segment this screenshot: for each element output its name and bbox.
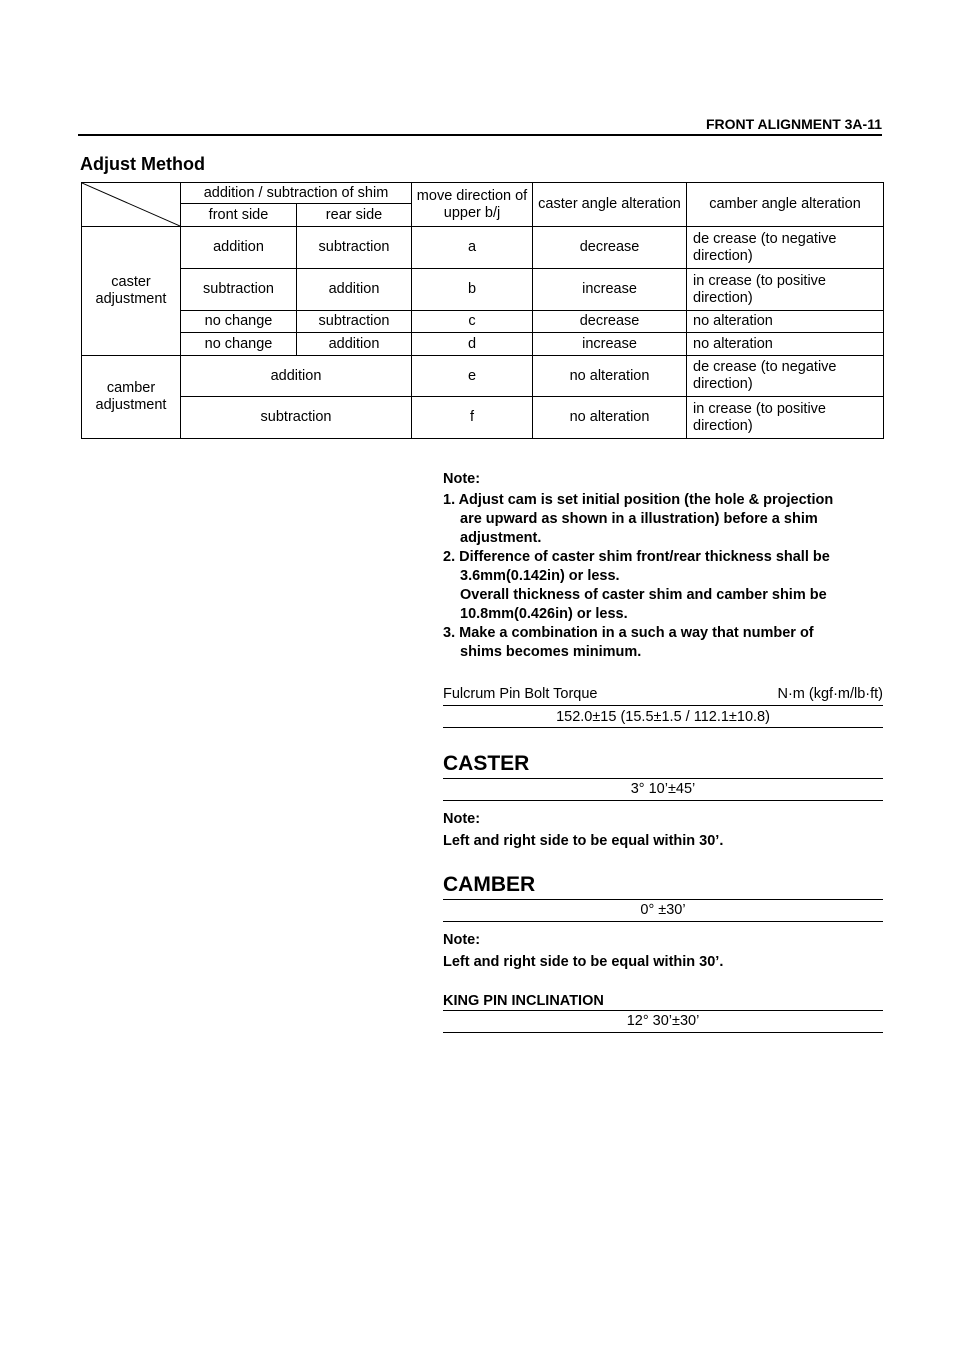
camber-section xyxy=(443,873,883,972)
note-text: 2. Difference of caster shim front/rear thickness shall be xyxy=(443,549,830,565)
note-item-2 xyxy=(443,548,883,624)
caster-value: 3° 10’±45’ xyxy=(443,778,883,801)
camber-note-text: Left and right side to be equal within 30’. xyxy=(443,954,724,970)
note-text: shims becomes minimum. xyxy=(460,644,642,660)
note-item-3 xyxy=(443,624,883,662)
note-label: Note: xyxy=(443,471,481,487)
table-cell: subtraction xyxy=(297,311,412,333)
table-cell: decrease xyxy=(533,311,687,333)
table-cell: increase xyxy=(533,269,687,311)
note-text: are upward as shown in a illustration) before a shim xyxy=(460,511,818,527)
caster-adjustment-label: caster adjustment xyxy=(82,227,181,356)
header-camber-alteration: camber angle alteration xyxy=(687,183,884,227)
table-cell: b xyxy=(412,269,533,311)
table-cell: no alteration xyxy=(687,333,884,356)
table-cell: in crease (to positive direction) xyxy=(687,397,884,439)
table-cell: c xyxy=(412,311,533,333)
torque-spec xyxy=(443,686,883,728)
table-cell: e xyxy=(412,356,533,397)
table-cell: no alteration xyxy=(687,311,884,333)
table-cell: increase xyxy=(533,333,687,356)
table-cell: no alteration xyxy=(533,356,687,397)
page-header-title: FRONT ALIGNMENT 3A-11 xyxy=(705,116,882,132)
camber-note-label: Note: xyxy=(443,932,481,948)
table-row xyxy=(82,333,884,356)
table-row xyxy=(82,397,884,439)
camber-adjustment-label: camber adjustment xyxy=(82,356,181,439)
table-cell: subtraction xyxy=(181,269,297,311)
header-front-side: front side xyxy=(181,204,297,227)
table-row xyxy=(82,227,884,269)
note-text: 3. Make a combination in a such a way that number of xyxy=(443,625,814,641)
king-pin-section xyxy=(443,993,883,1033)
header-shim: addition / subtraction of shim xyxy=(181,183,412,204)
table-cell: subtraction xyxy=(181,397,412,439)
camber-value: 0° ±30’ xyxy=(443,899,883,922)
camber-title: CAMBER xyxy=(443,873,536,896)
torque-unit: N·m (kgf·m/lb·ft) xyxy=(777,686,883,702)
table-cell: in crease (to positive direction) xyxy=(687,269,884,311)
section-title: Adjust Method xyxy=(80,154,205,174)
table-cell: de crease (to negative direction) xyxy=(687,356,884,397)
note-text: adjustment. xyxy=(460,530,542,546)
caster-note-text: Left and right side to be equal within 30’. xyxy=(443,833,724,849)
table-cell: addition xyxy=(181,227,297,269)
torque-value: 152.0±15 (15.5±1.5 / 112.1±10.8) xyxy=(443,706,883,728)
table-cell: no alteration xyxy=(533,397,687,439)
note-text: 3.6mm(0.142in) or less. xyxy=(460,568,620,584)
header-caster-alteration: caster angle alteration xyxy=(533,183,687,227)
caster-title: CASTER xyxy=(443,752,530,775)
table-cell: no change xyxy=(181,333,297,356)
adjust-method-table xyxy=(81,182,884,439)
note-text: Overall thickness of caster shim and camber shim be xyxy=(460,587,827,603)
table-row xyxy=(82,356,884,397)
diagonal-header-cell xyxy=(82,183,181,227)
table-cell: de crease (to negative direction) xyxy=(687,227,884,269)
note-item-1 xyxy=(443,491,883,548)
torque-label: Fulcrum Pin Bolt Torque xyxy=(443,686,598,702)
table-row xyxy=(82,311,884,333)
table-cell: no change xyxy=(181,311,297,333)
header-move-direction: move direction of upper b/j xyxy=(412,183,533,227)
table-cell: f xyxy=(412,397,533,439)
header-rear-side: rear side xyxy=(297,204,412,227)
table-cell: addition xyxy=(297,269,412,311)
king-pin-value: 12° 30’±30’ xyxy=(443,1011,883,1033)
table-cell: addition xyxy=(181,356,412,397)
caster-section xyxy=(443,752,883,851)
table-cell: addition xyxy=(297,333,412,356)
king-pin-title: KING PIN INCLINATION xyxy=(443,993,883,1011)
table-cell: decrease xyxy=(533,227,687,269)
caster-note-label: Note: xyxy=(443,811,481,827)
note-block xyxy=(443,470,883,662)
table-cell: subtraction xyxy=(297,227,412,269)
table-row xyxy=(82,269,884,311)
table-cell: a xyxy=(412,227,533,269)
note-text: 1. Adjust cam is set initial position (the hole & projection xyxy=(443,492,834,508)
note-text: 10.8mm(0.426in) or less. xyxy=(460,606,628,622)
page-header xyxy=(78,116,882,136)
table-cell: d xyxy=(412,333,533,356)
